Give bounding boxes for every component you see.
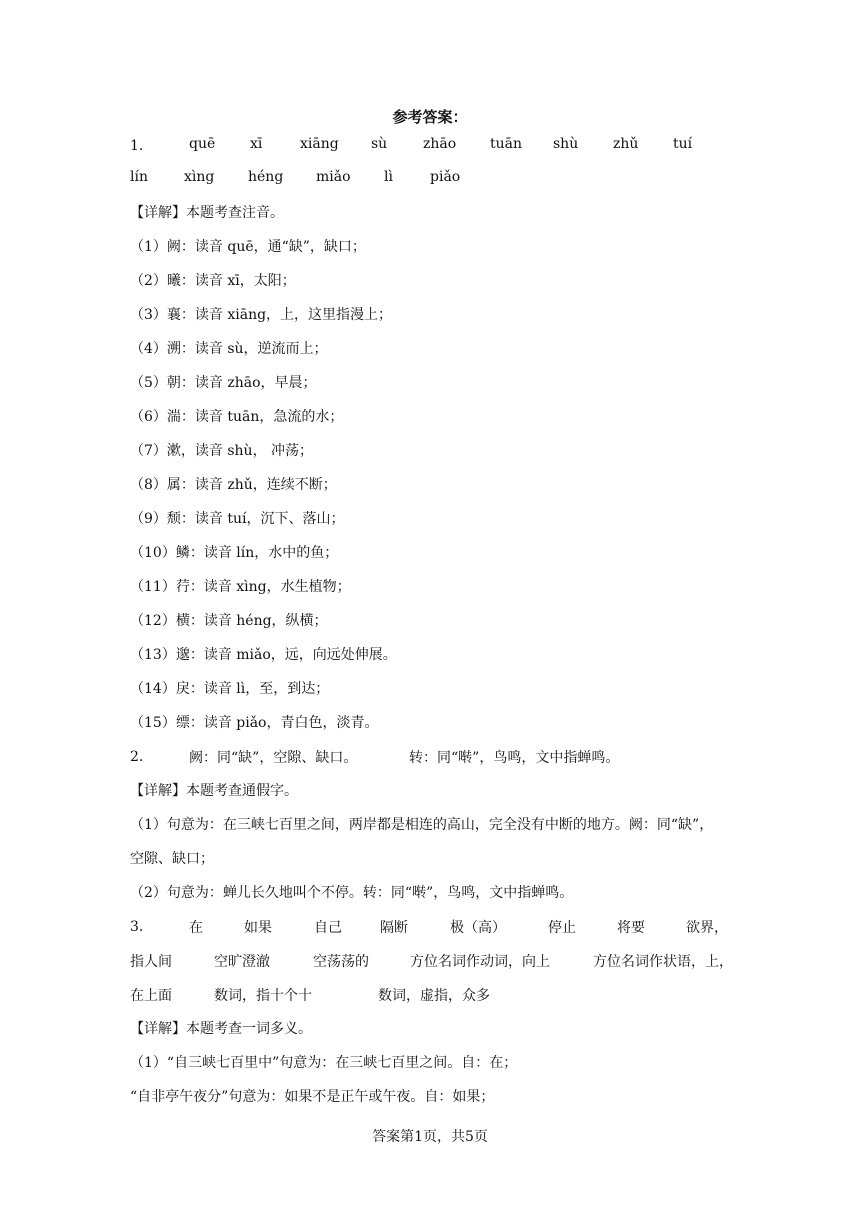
q3-answer: 在 [189,920,203,936]
q1-pinyin: xìng [184,169,215,185]
q1-pinyin: miǎo [316,169,351,185]
q3-answer: 数词，指十个十 [214,988,312,1004]
q1-pinyin: piǎo [430,169,461,185]
q3-answer: 自己 [314,920,342,936]
q3-answer: 将要 [617,920,645,936]
q1-item: （13）邈：读音 miǎo，远，向远处伸展。 [130,647,397,663]
q1-pinyin: tuān [490,136,523,152]
q1-pinyin: lì [384,169,393,185]
q1-item: （7）漱，读音 shù， 冲荡； [130,443,314,459]
q3-item: “自非亭午夜分”句意为：如果不是正午或午夜。自：如果； [130,1089,495,1105]
q1-item: （10）鳞：读音 lín，水中的鱼； [130,545,339,561]
q3-answer: 极（高） [450,920,506,936]
q3-answer: 方位名词作状语，上， [593,954,733,970]
q1-item: （12）横：读音 héng，纵横； [130,613,328,629]
q3-answer: 数词，虚指，众多 [378,988,490,1004]
q1-pinyin: xiāng [300,136,339,152]
q3-answer: 空旷澄澈 [214,954,270,970]
q3-answer: 隔断 [380,920,408,936]
q1-item: （5）朝：读音 zhāo，早晨； [130,375,317,391]
q3-answer: 空荡荡的 [313,954,369,970]
q3-answer: 如果 [244,920,272,936]
q1-pinyin: xī [250,136,263,152]
q1-detail: 【详解】本题考查注音。 [130,205,284,221]
q3-detail: 【详解】本题考查一词多义。 [130,1021,312,1037]
q3-item: （1）“自三峡七百里中”句意为：在三峡七百里之间。自：在； [130,1055,518,1071]
q2-number: 2． [130,749,153,765]
q1-item: （11）荇：读音 xìng，水生植物； [130,579,351,595]
q1-pinyin: lín [130,169,148,185]
q1-pinyin: héng [248,169,284,185]
q2-item: （1）句意为：在三峡七百里之间，两岸都是相连的高山，完全没有中断的地方。阙：同“缺”， [130,817,714,833]
q1-item: （8）属：读音 zhǔ，连续不断； [130,477,337,493]
q3-answer: 停止 [548,920,576,936]
q1-pinyin: zhǔ [613,136,639,152]
q1-item: （2）曦：读音 xī，太阳； [130,273,296,289]
q3-answer: 指人间 [130,954,172,970]
q1-pinyin: tuí [673,136,693,152]
q1-item: （14）戾：读音 lì，至，到达； [130,681,330,697]
q1-item: （9）颓：读音 tuí，沉下、落山； [130,511,345,527]
q1-item: （6）湍：读音 tuān，急流的水； [130,409,344,425]
q1-pinyin: quē [189,136,216,152]
q2-item: 空隙、缺口； [130,851,214,867]
q3-answer: 方位名词作动词，向上 [410,954,550,970]
q3-answer: 在上面 [130,988,172,1004]
q1-pinyin: zhāo [423,136,457,152]
q3-answer: 欲界， [686,920,728,936]
q3-number: 3． [130,919,153,935]
q2-answer: 转：同“啭”，鸟鸣，文中指蝉鸣。 [409,750,620,766]
page-title: 参考答案： [392,108,468,126]
q2-answer: 阙：同“缺”，空隙、缺口。 [189,750,358,766]
q1-item: （1）阙：读音 quē，通“缺”，缺口； [130,239,366,255]
page-footer: 答案第1页，共5页 [372,1129,488,1145]
q1-pinyin: sù [371,136,388,152]
q1-item: （4）溯：读音 sù，逆流而上； [130,341,328,357]
q1-item: （15）缥：读音 piǎo，青白色，淡青。 [130,715,379,731]
q1-number: 1． [130,138,153,154]
q2-item: （2）句意为：蝉儿长久地叫个不停。转：同“啭”，鸟鸣，文中指蝉鸣。 [130,885,574,901]
q1-item: （3）襄：读音 xiāng，上，这里指漫上； [130,307,393,323]
q2-detail: 【详解】本题考查通假字。 [130,783,298,799]
q1-pinyin: shù [553,136,579,152]
